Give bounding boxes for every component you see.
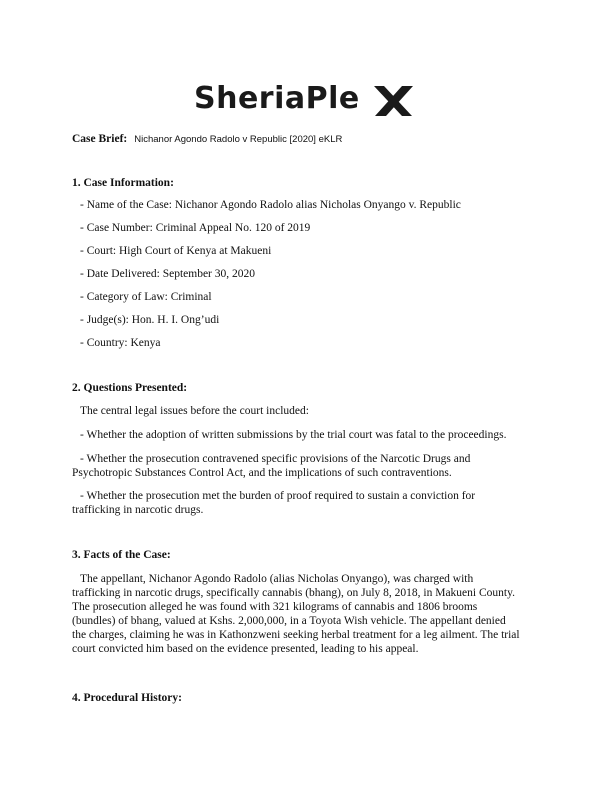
case-info-country: - Country: Kenya <box>80 337 161 349</box>
case-info-number: - Case Number: Criminal Appeal No. 120 of 2019 <box>80 222 311 234</box>
case-info-category: - Category of Law: Criminal <box>80 291 212 303</box>
facts-paragraph-line: (bundles) of bhang, valued at Kshs. 2,000,000, in a Toyota Wish vehicle. The appellant denied <box>72 615 506 627</box>
question-item: - Whether the prosecution met the burden of proof required to sustain a conviction for <box>80 490 476 502</box>
case-info-date: - Date Delivered: September 30, 2020 <box>80 268 255 280</box>
question-item-continuation: Psychotropic Substances Control Act, and the implications of such contraventions. <box>72 467 452 479</box>
case-brief-label: Case Brief: <box>72 133 128 145</box>
logo-x-mark-icon <box>372 84 414 118</box>
question-item: - Whether the adoption of written submissions by the trial court was fatal to the proceedings. <box>80 429 507 441</box>
facts-paragraph-line: The prosecution alleged he was found with 321 kilograms of cannabis and 1806 brooms <box>72 601 478 613</box>
question-item: - Whether the prosecution contravened specific provisions of the Narcotic Drugs and <box>80 453 471 465</box>
facts-paragraph-line: court convicted him based on the evidence presented, leading to his appeal. <box>72 643 419 655</box>
case-brief-line <box>72 131 342 147</box>
case-brief-title: Nichanor Agondo Radolo v Republic [2020] eKLR <box>134 134 343 145</box>
questions-presented-heading: 2. Questions Presented: <box>72 382 188 394</box>
questions-intro: The central legal issues before the court included: <box>80 405 309 417</box>
facts-heading: 3. Facts of the Case: <box>72 549 171 561</box>
case-info-court: - Court: High Court of Kenya at Makueni <box>80 245 272 257</box>
logo-wordmark: SheriaPle <box>194 81 360 116</box>
case-information-heading: 1. Case Information: <box>72 177 174 189</box>
sheriaplex-logo <box>194 80 424 120</box>
case-info-judges: - Judge(s): Hon. H. I. Ong’udi <box>80 314 220 326</box>
facts-paragraph-line: the charges, claiming he was in Kathonzweni seeking herbal treatment for a leg ailment. The trial <box>72 629 520 641</box>
procedural-history-heading: 4. Procedural History: <box>72 692 182 704</box>
facts-paragraph-line: The appellant, Nichanor Agondo Radolo (alias Nicholas Onyango), was charged with <box>80 573 474 585</box>
facts-paragraph-line: trafficking in narcotic drugs, specifically cannabis (bhang), on July 8, 2018, in Makueni County. <box>72 587 515 599</box>
question-item-continuation: trafficking in narcotic drugs. <box>72 504 204 516</box>
case-info-name: - Name of the Case: Nichanor Agondo Radolo alias Nicholas Onyango v. Republic <box>80 199 461 211</box>
